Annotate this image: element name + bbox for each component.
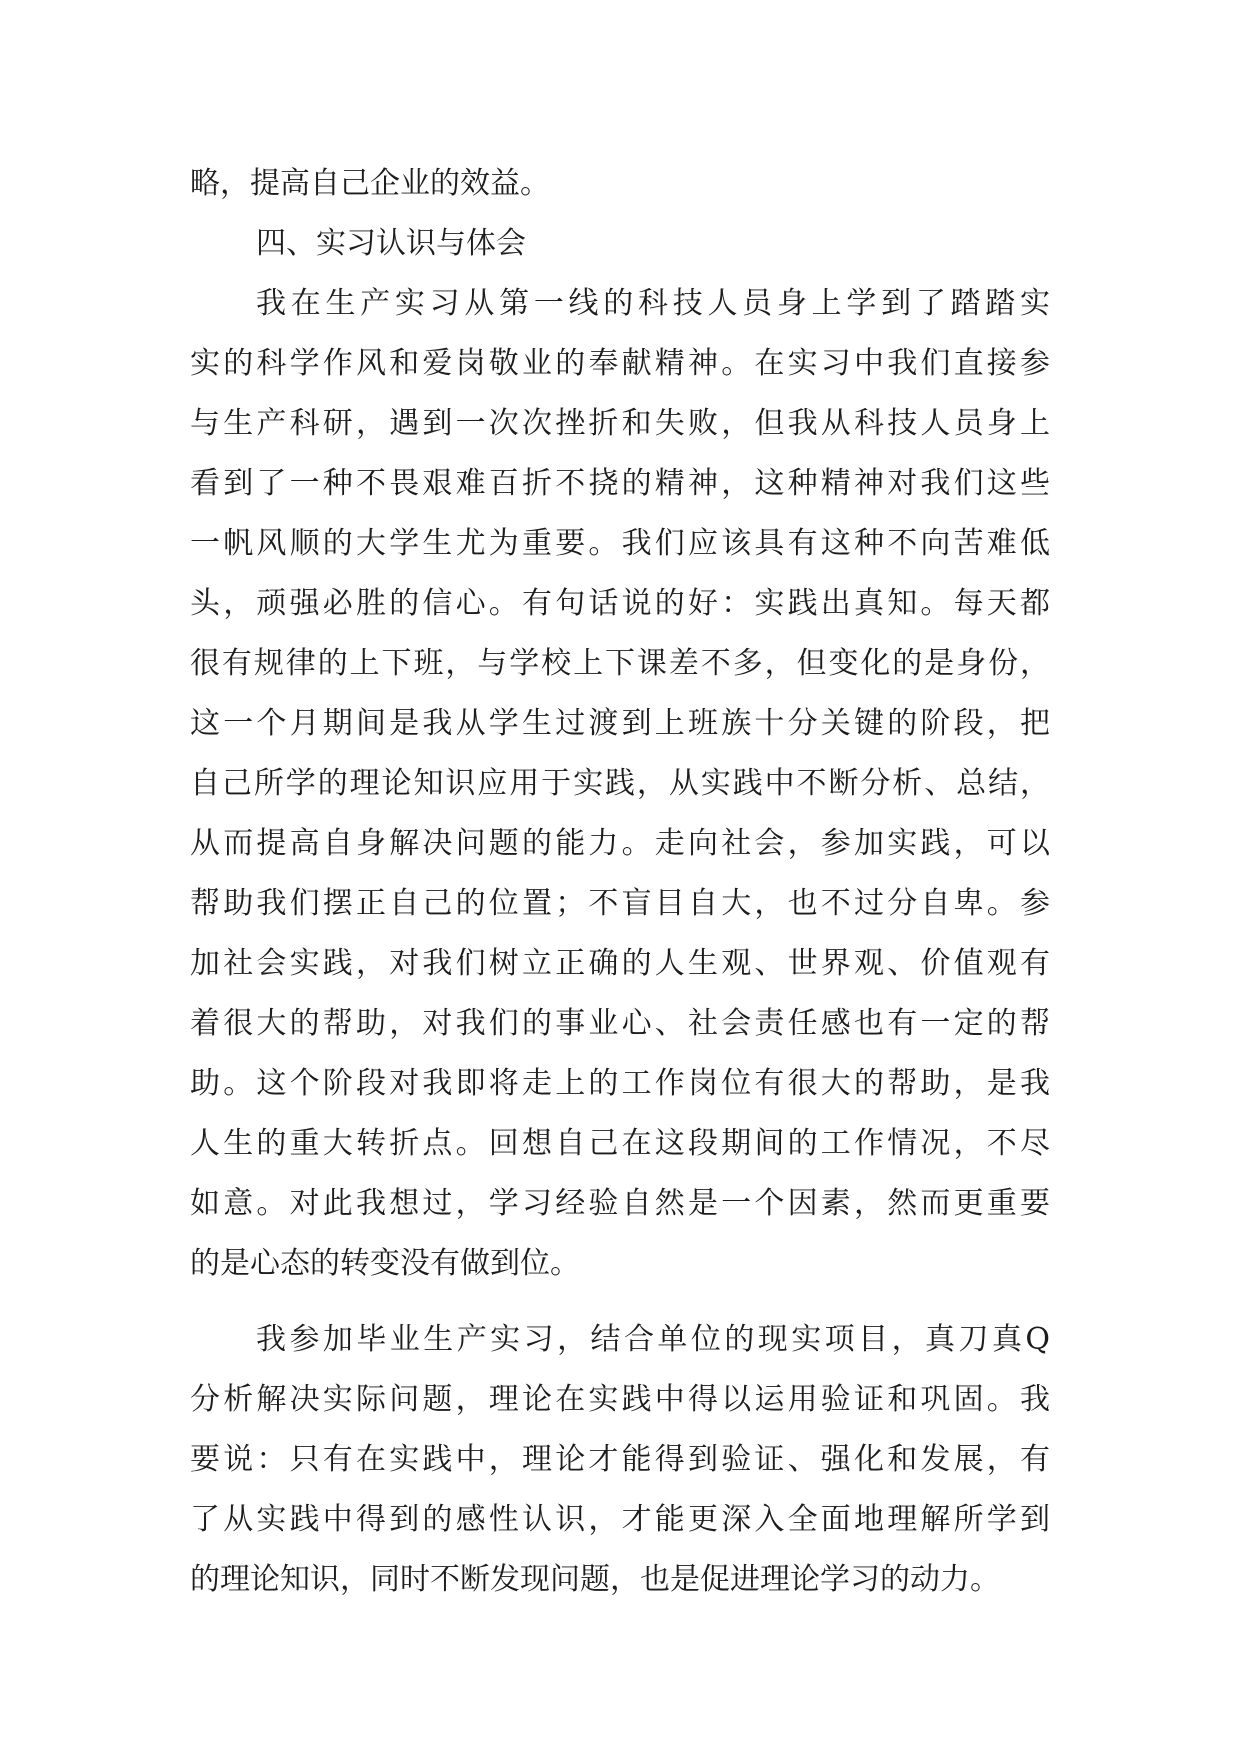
paragraph-line: 助。这个阶段对我即将走上的工作岗位有很大的帮助，是我 <box>190 1066 1050 1101</box>
paragraph-line: 要说：只有在实践中，理论才能得到验证、强化和发展，有 <box>190 1442 1050 1477</box>
section-heading: 四、实习认识与体会 <box>256 226 526 261</box>
paragraph-spacing <box>190 1294 1050 1310</box>
paragraph-line: 加社会实践，对我们树立正确的人生观、世界观、价值观有 <box>190 946 1050 981</box>
paragraph-line: 看到了一种不畏艰难百折不挠的精神，这种精神对我们这些 <box>190 466 1050 501</box>
document-body <box>190 154 1050 1610</box>
paragraph-line: 自己所学的理论知识应用于实践，从实践中不断分析、总结， <box>190 766 1050 801</box>
paragraph-line: 的是心态的转变没有做到位。 <box>190 1246 580 1281</box>
paragraph-line: 这一个月期间是我从学生过渡到上班族十分关键的阶段，把 <box>190 706 1050 741</box>
paragraph-line: 很有规律的上下班，与学校上下课差不多，但变化的是身份， <box>190 646 1050 681</box>
paragraph-line: 着很大的帮助，对我们的事业心、社会责任感也有一定的帮 <box>190 1006 1050 1041</box>
paragraph-continuation-line: 略，提高自己企业的效益。 <box>190 166 550 201</box>
paragraph-line: 实的科学作风和爱岗敬业的奉献精神。在实习中我们直接参 <box>190 346 1050 381</box>
paragraph-line: 人生的重大转折点。回想自己在这段期间的工作情况，不尽 <box>190 1126 1050 1161</box>
paragraph-line: 分析解决实际问题，理论在实践中得以运用验证和巩固。我 <box>190 1382 1050 1417</box>
paragraph-line: 如意。对此我想过，学习经验自然是一个因素，然而更重要 <box>190 1186 1050 1221</box>
paragraph-line: 一帆风顺的大学生尤为重要。我们应该具有这种不向苦难低 <box>190 526 1050 561</box>
paragraph-line: 与生产科研，遇到一次次挫折和失败，但我从科技人员身上 <box>190 406 1050 441</box>
paragraph-line: 头，顽强必胜的信心。有句话说的好：实践出真知。每天都 <box>190 586 1050 621</box>
paragraph-line: 我参加毕业生产实习，结合单位的现实项目，真刀真Q <box>256 1322 1050 1357</box>
paragraph-line: 我在生产实习从第一线的科技人员身上学到了踏踏实 <box>256 286 1050 321</box>
paragraph-line: 的理论知识，同时不断发现问题，也是促进理论学习的动力。 <box>190 1562 1000 1597</box>
paragraph-line: 帮助我们摆正自己的位置；不盲目自大，也不过分自卑。参 <box>190 886 1050 921</box>
paragraph-line: 从而提高自身解决问题的能力。走向社会，参加实践，可以 <box>190 826 1050 861</box>
paragraph-line: 了从实践中得到的感性认识，才能更深入全面地理解所学到 <box>190 1502 1050 1537</box>
